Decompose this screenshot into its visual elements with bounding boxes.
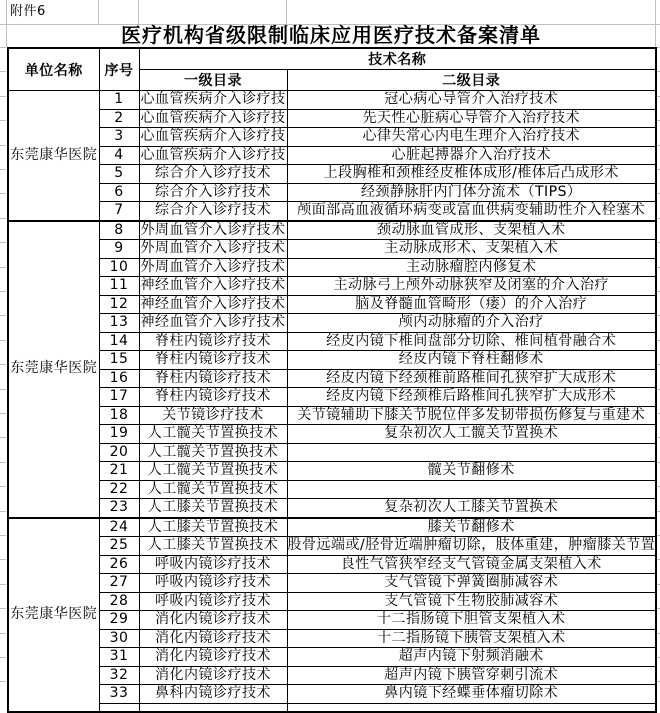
level1-directory-cell[interactable]: 综合介入诊疗技术 bbox=[139, 202, 287, 221]
table-row bbox=[8, 332, 656, 351]
spreadsheet-gridline bbox=[0, 71, 6, 72]
row-number-cell[interactable]: 30 bbox=[99, 629, 139, 648]
spreadsheet-gridline bbox=[0, 389, 6, 390]
spreadsheet-gridline bbox=[0, 242, 6, 243]
row-number-cell[interactable]: 2 bbox=[99, 109, 139, 128]
table-row bbox=[8, 555, 656, 574]
level2-directory-cell[interactable]: 颅面部高血液循环病变或富血供病变辅助性介入栓塞术 bbox=[287, 202, 656, 221]
table-row bbox=[8, 499, 656, 518]
row-number-cell[interactable]: 26 bbox=[99, 555, 139, 574]
level2-directory-cell[interactable]: 支气管镜下弹簧圈肺减容术 bbox=[287, 574, 656, 593]
level1-directory-cell[interactable]: 人工髋关节置换技术 bbox=[139, 443, 287, 462]
level1-directory-cell[interactable]: 神经血管介入诊疗技术 bbox=[140, 277, 286, 293]
row-number-cell[interactable]: 6 bbox=[99, 183, 139, 202]
level1-directory-cell[interactable]: 消化内镜诊疗技术 bbox=[139, 648, 287, 667]
header-serial-number[interactable]: 序号 bbox=[99, 48, 139, 91]
row-number-cell[interactable]: 3 bbox=[99, 128, 139, 147]
level1-directory-cell[interactable]: 心血管疾病介入诊疗技 bbox=[140, 91, 286, 107]
table-row bbox=[8, 537, 656, 556]
table-row bbox=[8, 295, 656, 314]
spreadsheet-gridline bbox=[0, 218, 6, 219]
row-number-cell[interactable]: 28 bbox=[99, 592, 139, 611]
spreadsheet-gridline bbox=[0, 535, 6, 536]
level1-directory-cell[interactable]: 人工髋关节置换技术 bbox=[139, 480, 287, 499]
medical-technology-record-table bbox=[7, 47, 657, 713]
spreadsheet-gridline bbox=[0, 267, 6, 268]
table-row bbox=[8, 351, 656, 370]
spreadsheet-gridline bbox=[655, 0, 656, 47]
spreadsheet-gridline bbox=[98, 0, 99, 24]
table-row bbox=[8, 369, 656, 388]
table-row bbox=[8, 648, 656, 667]
level2-directory-cell[interactable]: 主动脉成形术、支架植入术 bbox=[287, 240, 656, 259]
level2-directory-cell[interactable]: 支气管镜下生物胶肺减容术 bbox=[287, 592, 656, 611]
row-number-cell[interactable]: 1 bbox=[99, 91, 139, 110]
table-row bbox=[8, 574, 656, 593]
unit-name-cell[interactable]: 东莞康华医院 bbox=[8, 91, 99, 221]
level2-directory-cell[interactable]: 冠心病心导管介入治疗技术 bbox=[287, 91, 656, 110]
row-number-cell[interactable] bbox=[99, 703, 139, 712]
level2-directory-cell[interactable]: 经颈静脉肝内门体分流术（TIPS） bbox=[287, 183, 656, 202]
table-row bbox=[8, 406, 656, 425]
level2-directory-cell[interactable] bbox=[287, 480, 656, 499]
spreadsheet-gridline bbox=[0, 364, 6, 365]
row-number-cell[interactable]: 7 bbox=[99, 202, 139, 221]
level2-directory-cell[interactable]: 先天性心脏病心导管介入治疗技术 bbox=[287, 109, 656, 128]
table-row bbox=[8, 240, 656, 259]
level1-directory-cell[interactable]: 脊柱内镜诊疗技术 bbox=[139, 388, 287, 407]
table-row bbox=[8, 629, 656, 648]
level1-directory-cell[interactable]: 脊柱内镜诊疗技术 bbox=[139, 369, 287, 388]
table-row bbox=[8, 480, 656, 499]
level2-directory-cell[interactable]: 复杂初次人工髋关节置换术 bbox=[287, 425, 656, 444]
level2-directory-cell[interactable]: 经皮内镜下经颈椎后路椎间孔狭窄扩大成形术 bbox=[287, 388, 656, 407]
table-row bbox=[8, 314, 656, 333]
level1-directory-cell[interactable]: 综合介入诊疗技术 bbox=[139, 165, 287, 184]
level2-directory-cell[interactable]: 十二指肠镜下胆管支架植入术 bbox=[287, 611, 656, 630]
spreadsheet-gridline bbox=[0, 47, 6, 48]
row-number-cell[interactable]: 24 bbox=[99, 518, 139, 537]
row-number-cell[interactable]: 16 bbox=[99, 369, 139, 388]
row-number-cell[interactable]: 14 bbox=[99, 332, 139, 351]
level1-directory-cell[interactable]: 人工髋关节置换技术 bbox=[139, 425, 287, 444]
level2-directory-cell[interactable]: 超声内镜下射频消融术 bbox=[287, 648, 656, 667]
row-number-cell[interactable]: 22 bbox=[99, 480, 139, 499]
table-row bbox=[8, 518, 656, 537]
level2-directory-cell[interactable]: 良性气管狭窄经支气管镜金属支架植入术 bbox=[287, 555, 656, 574]
level1-directory-cell[interactable]: 心血管疾病介入诊疗技 bbox=[140, 146, 286, 163]
table-row bbox=[8, 703, 656, 712]
table-row bbox=[8, 221, 656, 240]
row-number-cell[interactable]: 10 bbox=[99, 258, 139, 277]
table-row bbox=[8, 109, 656, 128]
spreadsheet-gridline bbox=[0, 462, 6, 463]
level2-directory-cell[interactable]: 脑及脊髓血管畸形（瘘）的介入治疗 bbox=[287, 295, 656, 314]
row-number-cell[interactable]: 32 bbox=[99, 666, 139, 685]
row-number-cell[interactable]: 13 bbox=[99, 314, 139, 333]
level1-directory-cell[interactable]: 人工膝关节置换技术 bbox=[139, 537, 287, 556]
table-row bbox=[8, 443, 656, 462]
table-row bbox=[8, 258, 656, 277]
level2-directory-cell[interactable]: 上段胸椎和颈椎经皮椎体成形/椎体后凸成形术 bbox=[287, 165, 656, 184]
table-row bbox=[8, 91, 656, 110]
level1-directory-cell[interactable]: 综合介入诊疗技术 bbox=[139, 183, 287, 202]
level2-directory-cell[interactable]: 鼻内镜下经蝶垂体瘤切除术 bbox=[287, 685, 656, 704]
level1-directory-cell[interactable]: 消化内镜诊疗技术 bbox=[139, 629, 287, 648]
level1-directory-cell[interactable]: 神经血管介入诊疗技术 bbox=[140, 314, 286, 330]
level1-directory-cell[interactable]: 人工膝关节置换技术 bbox=[139, 499, 287, 518]
spreadsheet-gridline bbox=[0, 486, 6, 487]
level1-directory-cell[interactable]: 鼻科内镜诊疗技术 bbox=[139, 685, 287, 704]
spreadsheet-gridline bbox=[138, 0, 139, 24]
spreadsheet-gridline bbox=[0, 193, 6, 194]
level2-directory-cell[interactable]: 颈动脉血管成形、支架植入术 bbox=[287, 221, 656, 240]
level2-directory-cell[interactable]: 复杂初次人工膝关节置换术 bbox=[287, 499, 656, 518]
spreadsheet-gridline bbox=[0, 511, 6, 512]
row-number-cell[interactable]: 8 bbox=[99, 221, 139, 240]
table-row bbox=[8, 202, 656, 221]
row-number-cell[interactable]: 31 bbox=[99, 648, 139, 667]
spreadsheet-gridline bbox=[0, 145, 6, 146]
unit-name-cell[interactable]: 东莞康华医院 bbox=[8, 518, 99, 713]
table-row bbox=[8, 666, 656, 685]
level1-directory-cell[interactable]: 心血管疾病介入诊疗技 bbox=[140, 109, 286, 126]
level1-directory-cell[interactable]: 神经血管介入诊疗技术 bbox=[140, 295, 286, 312]
row-number-cell[interactable]: 21 bbox=[99, 462, 139, 481]
level1-directory-cell[interactable]: 呼吸内镜诊疗技术 bbox=[139, 592, 287, 611]
level2-directory-cell[interactable]: 超声内镜下胰管穿刺引流术 bbox=[287, 666, 656, 685]
level2-directory-cell[interactable]: 十二指肠镜下胰管支架植入术 bbox=[287, 629, 656, 648]
level2-directory-cell[interactable]: 髋关节翻修术 bbox=[287, 462, 656, 481]
row-number-cell[interactable]: 9 bbox=[99, 240, 139, 259]
spreadsheet-gridline bbox=[0, 584, 6, 585]
row-number-cell[interactable]: 18 bbox=[99, 406, 139, 425]
level1-directory-cell[interactable]: 外周血管介入诊疗技术 bbox=[140, 221, 286, 238]
level1-directory-cell[interactable]: 呼吸内镜诊疗技术 bbox=[139, 555, 287, 574]
spreadsheet-gridline bbox=[0, 291, 6, 292]
row-number-cell[interactable]: 17 bbox=[99, 388, 139, 407]
spreadsheet-gridline bbox=[286, 0, 287, 24]
table-row bbox=[8, 611, 656, 630]
level2-directory-cell[interactable]: 经皮内镜下经颈椎前路椎间孔狭窄扩大成形术 bbox=[287, 369, 656, 388]
row-number-cell[interactable]: 12 bbox=[99, 295, 139, 314]
row-number-cell[interactable]: 29 bbox=[99, 611, 139, 630]
row-number-cell[interactable]: 15 bbox=[99, 351, 139, 370]
spreadsheet-gridline bbox=[0, 608, 6, 609]
level1-directory-cell[interactable]: 关节镜诊疗技术 bbox=[139, 406, 287, 425]
level2-directory-cell[interactable]: 经皮内镜下脊柱翻修术 bbox=[287, 351, 656, 370]
level1-directory-cell[interactable]: 消化内镜诊疗技术 bbox=[139, 666, 287, 685]
spreadsheet-gridline bbox=[0, 633, 6, 634]
spreadsheet-gridline bbox=[0, 559, 6, 560]
table-row bbox=[8, 388, 656, 407]
level2-directory-cell[interactable]: 颅内动脉瘤的介入治疗 bbox=[287, 314, 656, 333]
level2-directory-cell[interactable]: 心律失常心内电生理介入治疗技术 bbox=[287, 128, 656, 147]
header-technology-name[interactable]: 技术名称 bbox=[139, 48, 656, 70]
level1-directory-cell[interactable]: 脊柱内镜诊疗技术 bbox=[139, 332, 287, 351]
spreadsheet-gridline bbox=[0, 315, 6, 316]
table-row bbox=[8, 462, 656, 481]
table-row bbox=[8, 146, 656, 165]
row-number-cell[interactable]: 19 bbox=[99, 425, 139, 444]
table-row bbox=[8, 277, 656, 296]
header-level1-directory[interactable]: 一级目录 bbox=[139, 70, 287, 91]
document-title: 医疗机构省级限制临床应用医疗技术备案清单 bbox=[121, 23, 541, 47]
level1-directory-cell[interactable]: 心血管疾病介入诊疗技 bbox=[140, 128, 286, 144]
row-number-cell[interactable]: 27 bbox=[99, 574, 139, 593]
spreadsheet-gridline bbox=[0, 340, 6, 341]
level2-directory-cell[interactable]: 膝关节翻修术 bbox=[287, 518, 656, 537]
spreadsheet-gridline bbox=[0, 681, 6, 682]
level1-directory-cell[interactable]: 外周血管介入诊疗技术 bbox=[140, 258, 286, 275]
spreadsheet-gridline bbox=[0, 657, 6, 658]
table-row bbox=[8, 685, 656, 704]
header-level2-directory[interactable]: 二级目录 bbox=[287, 70, 656, 91]
level2-directory-cell[interactable]: 主动脉弓上颅外动脉狭窄及闭塞的介入治疗 bbox=[287, 277, 656, 296]
level2-directory-cell[interactable]: 关节镜辅助下膝关节脱位伴多发韧带损伤修复与重建术 bbox=[287, 406, 656, 425]
level2-directory-cell[interactable]: 心脏起搏器介入治疗技术 bbox=[287, 146, 656, 165]
level1-directory-cell[interactable]: 消化内镜诊疗技术 bbox=[139, 611, 287, 630]
spreadsheet-gridline bbox=[0, 169, 6, 170]
level1-directory-cell[interactable]: 外周血管介入诊疗技术 bbox=[140, 240, 286, 256]
row-number-cell[interactable]: 25 bbox=[99, 537, 139, 556]
level1-directory-cell[interactable] bbox=[139, 703, 287, 712]
table-row bbox=[8, 183, 656, 202]
table-row bbox=[8, 165, 656, 184]
spreadsheet-gridline bbox=[0, 437, 6, 438]
table-row bbox=[8, 128, 656, 147]
table-row bbox=[8, 592, 656, 611]
row-number-cell[interactable]: 4 bbox=[99, 146, 139, 165]
row-number-cell[interactable]: 33 bbox=[99, 685, 139, 704]
level2-directory-cell[interactable]: 经皮内镜下椎间盘部分切除、椎间植骨融合术 bbox=[287, 332, 656, 351]
header-unit-name[interactable]: 单位名称 bbox=[8, 48, 99, 91]
level2-directory-cell[interactable]: 主动脉瘤腔内修复术 bbox=[287, 258, 656, 277]
row-number-cell[interactable]: 11 bbox=[99, 277, 139, 296]
row-number-cell[interactable]: 20 bbox=[99, 443, 139, 462]
spreadsheet-gridline bbox=[0, 413, 6, 414]
attachment-label[interactable]: 附件6 bbox=[10, 4, 46, 19]
level2-directory-cell[interactable] bbox=[287, 443, 656, 462]
unit-name-cell[interactable]: 东莞康华医院 bbox=[8, 221, 99, 518]
level2-directory-cell[interactable] bbox=[287, 703, 656, 712]
header-row-1 bbox=[8, 48, 656, 70]
row-number-cell[interactable]: 5 bbox=[99, 165, 139, 184]
level1-directory-cell[interactable]: 人工膝关节置换技术 bbox=[139, 518, 287, 537]
table-row bbox=[8, 425, 656, 444]
spreadsheet-gridline bbox=[0, 96, 6, 97]
level2-directory-cell[interactable]: 股骨远端或/胫骨近端肿瘤切除，肢体重建，肿瘤膝关节置 bbox=[287, 537, 656, 553]
level1-directory-cell[interactable]: 呼吸内镜诊疗技术 bbox=[139, 574, 287, 593]
level1-directory-cell[interactable]: 脊柱内镜诊疗技术 bbox=[139, 351, 287, 370]
row-number-cell[interactable]: 23 bbox=[99, 499, 139, 518]
spreadsheet-gridline bbox=[0, 120, 6, 121]
level1-directory-cell[interactable]: 人工髋关节置换技术 bbox=[139, 462, 287, 481]
